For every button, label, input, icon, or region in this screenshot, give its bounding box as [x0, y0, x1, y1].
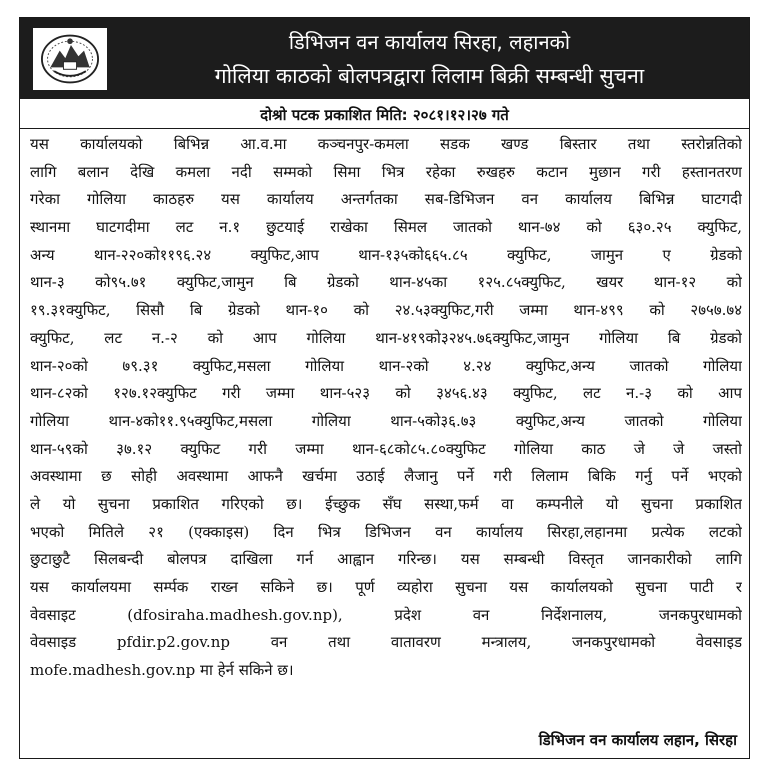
body-line: भएको मितिले २१ (एक्काइस) दिन भित्र डिभिजन वन कार्यालय सिरहा,लहानमा प्रत्येक लटको	[30, 522, 742, 541]
header-title-subject: गोलिया काठको बोलपत्रद्वारा लिलाम बिक्री सम्बन्धी सुचना	[214, 64, 645, 88]
body-line: वेवसाइट (dfosiraha.madhesh.gov.np), प्रदेश वन निर्देशनालय, जनकपुरधामको	[30, 605, 742, 624]
divider	[20, 128, 749, 129]
body-line: अवस्थामा छ सोही अवस्थामा आफनै खर्चमा उठाई लैजानु पर्ने गरी लिलाम बिकि गर्नु पर्ने भएको	[30, 467, 742, 486]
body-line: यस कार्यालयमा सर्म्पक राख्न सकिने छ। पूर्ण व्यहोरा सुचना यस कार्यालयको सुचना पाटी र	[30, 578, 742, 596]
body-line: गरेका गोलिया काठहरु यस कार्यालय अन्तर्गतका सब-डिभिजन वन कार्यालय बिभिन्न घाटगदी	[30, 190, 742, 209]
body-line: क्युफिट, लट न.-२ को आप गोलिया थान-४१९को३२४५.७६क्युफिट,जामुन गोलिया बि ग्रेडको	[30, 328, 742, 347]
government-emblem-icon	[33, 28, 107, 90]
publication-date: दोश्रो पटक प्रकाशित मिति: २०८१।१२।२७ गते	[260, 106, 509, 124]
body-line: ले यो सुचना प्रकाशित गरिएको छ। ईच्छुक सँघ सस्था,फर्म वा कम्पनीले यो सुचना प्रकाशित	[30, 494, 742, 513]
body-line: अन्य थान-२२०को११९६.२४ क्युफिट,आप थान-१३५को६६५.८५ क्युफिट, जामुन ए ग्रेडको	[30, 245, 742, 264]
notice-header	[20, 18, 749, 99]
header-title-office: डिभिजन वन कार्यालय सिरहा, लहानको	[288, 30, 571, 54]
body-line: गोलिया थान-४को११.९५क्युफिट,मसला गोलिया थान-५को३६.७३ क्युफिट,अन्य जातको गोलिया	[30, 411, 742, 430]
body-line: छुटाछुटै सिलबन्दी बोलपत्र दाखिला गर्न आह्वान गरिन्छ। यस सम्बन्धी विस्तृत जानकारीको लागि	[30, 550, 742, 569]
body-line: mofe.madhesh.gov.np मा हेर्न सकिने छ।	[30, 661, 294, 680]
body-line: थान-२०को ७९.३१ क्युफिट,मसला गोलिया थान-२को ४.२४ क्युफिट,अन्य जातको गोलिया	[30, 356, 742, 375]
body-line: थान-३ को९५.७१ क्युफिट,जामुन बि ग्रेडको थान-४५का १२५.८५क्युफिट, खयर थान-१२ को	[30, 273, 742, 292]
body-line: स्थानमा घाटगदीमा लट न.१ छुटयाई राखेका सिमल जातको थान-७४ को ६३०.२५ क्युफिट,	[30, 218, 742, 237]
public-notice	[19, 17, 750, 759]
body-line: लागि बलान देखि कमला नदी सम्मको सिमा भित्र रहेका रुखहरु कटान मुछान गरी हस्तानतरण	[30, 162, 742, 181]
body-line: वेवसाइड pfdir.p2.gov.np वन तथा वातावरण मन्त्रालय, जनकपुरधामको वेवसाइड	[30, 633, 742, 652]
body-line: १९.३१क्युफिट, सिसौ बि ग्रेडको थान-१० को २४.५३क्युफिट,गरी जम्मा थान-४९९ को २७५७.७४	[30, 301, 742, 320]
notice-body	[30, 131, 742, 685]
body-line: यस कार्यालयको बिभिन्न आ.व.मा कञ्चनपुर-कमला सडक खण्ड बिस्तार तथा स्तरोन्नतिको	[30, 135, 742, 153]
signature-office: डिभिजन वन कार्यालय लहान, सिरहा	[538, 731, 737, 749]
body-line: थान-५९को ३७.१२ क्युफिट गरी जम्मा थान-६८को८५.८०क्युफिट गोलिया काठ जे जे जस्तो	[30, 439, 742, 458]
body-line: थान-८२को १२७.१२क्युफिट गरी जम्मा थान-५२३ को ३४५६.४३ क्युफिट, लट न.-३ को आप	[30, 384, 742, 403]
